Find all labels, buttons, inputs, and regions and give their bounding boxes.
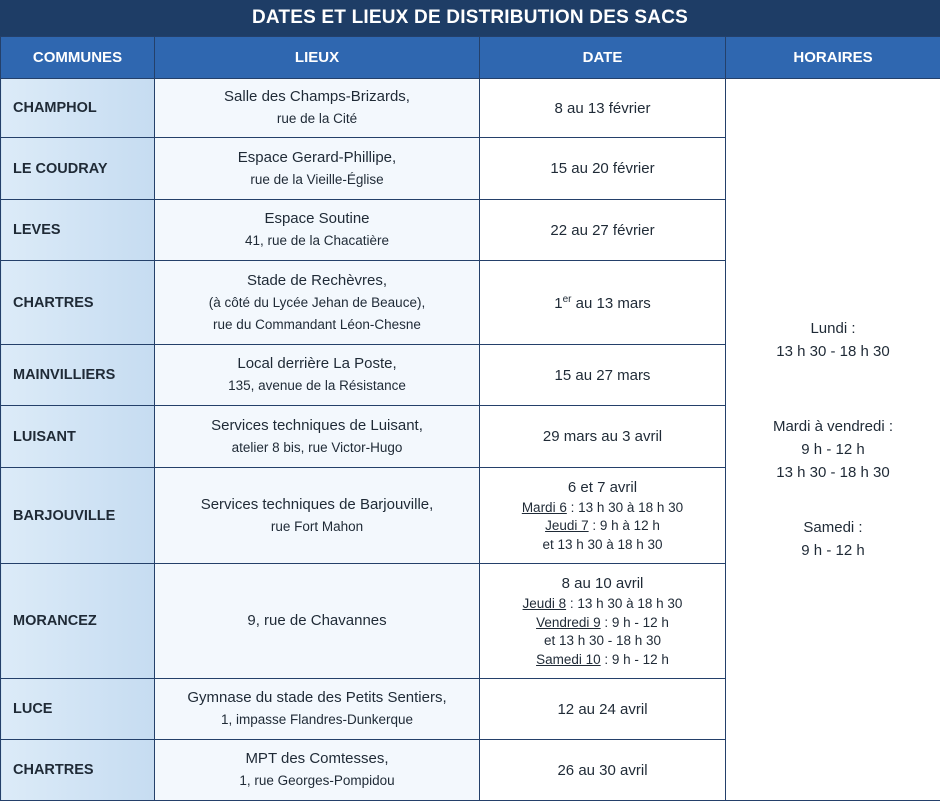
header-lieux: LIEUX: [155, 37, 480, 79]
distribution-table: [0, 36, 940, 801]
horaires-cell: [726, 79, 940, 801]
horaires-mardi-hours2: 13 h 30 - 18 h 30: [726, 461, 940, 484]
date-cell: [480, 261, 726, 345]
detail-text: : 13 h 30 à 18 h 30: [566, 596, 682, 611]
lieu-address: rue Fort Mahon: [155, 516, 479, 538]
date-cell: 8 au 13 février: [480, 79, 726, 138]
lieu-name: 9, rue de Chavannes: [155, 610, 479, 632]
page-title: DATES ET LIEUX DE DISTRIBUTION DES SACS: [0, 0, 940, 36]
commune-cell: CHARTRES: [1, 261, 155, 345]
date-suffix: au 13 mars: [572, 295, 651, 312]
date-detail: [480, 517, 725, 536]
date-detail: [480, 595, 725, 614]
date-detail: [480, 614, 725, 633]
commune-cell: LUISANT: [1, 406, 155, 468]
date-detail: [480, 536, 725, 555]
lieu-address-2: rue du Commandant Léon-Chesne: [155, 314, 479, 336]
lieu-cell: [155, 345, 480, 406]
lieu-cell: [155, 406, 480, 468]
lieu-name: MPT des Comtesses,: [155, 748, 479, 770]
lieu-address: 41, rue de la Chacatière: [155, 230, 479, 252]
commune-cell: LE COUDRAY: [1, 138, 155, 200]
detail-day: Vendredi 9: [536, 615, 601, 630]
table-header-row: [1, 37, 940, 79]
commune-cell: MORANCEZ: [1, 564, 155, 679]
horaires-lundi-label: Lundi :: [726, 317, 940, 340]
lieu-cell: [155, 679, 480, 740]
lieu-address: rue de la Cité: [155, 108, 479, 130]
date-sup: er: [563, 294, 572, 305]
lieu-address: 1, rue Georges-Pompidou: [155, 770, 479, 792]
lieu-address: 1, impasse Flandres-Dunkerque: [155, 709, 479, 731]
lieu-cell: [155, 261, 480, 345]
date-main: 6 et 7 avril: [480, 477, 725, 499]
date-cell: [480, 564, 726, 679]
commune-cell: CHARTRES: [1, 740, 155, 801]
horaires-samedi-label: Samedi :: [726, 516, 940, 539]
lieu-name: Espace Soutine: [155, 208, 479, 230]
lieu-cell: [155, 564, 480, 679]
horaires-mardi-label: Mardi à vendredi :: [726, 415, 940, 438]
lieu-name: Gymnase du stade des Petits Sentiers,: [155, 687, 479, 709]
lieu-cell: [155, 468, 480, 564]
detail-text: et 13 h 30 à 18 h 30: [542, 537, 662, 552]
date-cell: 22 au 27 février: [480, 200, 726, 261]
date-detail: [480, 632, 725, 651]
date-cell: 29 mars au 3 avril: [480, 406, 726, 468]
detail-day: Jeudi 7: [545, 518, 589, 533]
lieu-cell: [155, 200, 480, 261]
detail-text: : 9 h à 12 h: [589, 518, 660, 533]
lieu-cell: [155, 79, 480, 138]
commune-cell: LUCE: [1, 679, 155, 740]
horaires-lundi-hours: 13 h 30 - 18 h 30: [726, 340, 940, 363]
commune-cell: MAINVILLIERS: [1, 345, 155, 406]
detail-text: : 13 h 30 à 18 h 30: [567, 500, 683, 515]
detail-text: : 9 h - 12 h: [601, 652, 669, 667]
date-cell: 12 au 24 avril: [480, 679, 726, 740]
lieu-name: Services techniques de Luisant,: [155, 415, 479, 437]
detail-day: Samedi 10: [536, 652, 601, 667]
lieu-name: Salle des Champs-Brizards,: [155, 86, 479, 108]
lieu-cell: [155, 138, 480, 200]
horaires-samedi-hours: 9 h - 12 h: [726, 539, 940, 562]
date-cell: 26 au 30 avril: [480, 740, 726, 801]
table-row: [1, 79, 940, 138]
commune-cell: BARJOUVILLE: [1, 468, 155, 564]
date-detail: [480, 651, 725, 670]
date-prefix: 1: [554, 295, 562, 312]
lieu-name: Services techniques de Barjouville,: [155, 494, 479, 516]
date-cell: 15 au 27 mars: [480, 345, 726, 406]
detail-day: Mardi 6: [522, 500, 567, 515]
header-date: DATE: [480, 37, 726, 79]
date-detail: [480, 499, 725, 518]
lieu-address: 135, avenue de la Résistance: [155, 375, 479, 397]
date-cell: [480, 468, 726, 564]
lieu-name: Local derrière La Poste,: [155, 353, 479, 375]
commune-cell: LEVES: [1, 200, 155, 261]
commune-cell: CHAMPHOL: [1, 79, 155, 138]
horaires-mardi-hours1: 9 h - 12 h: [726, 438, 940, 461]
lieu-address: atelier 8 bis, rue Victor-Hugo: [155, 437, 479, 459]
date-cell: 15 au 20 février: [480, 138, 726, 200]
lieu-cell: [155, 740, 480, 801]
detail-text: et 13 h 30 - 18 h 30: [544, 633, 661, 648]
lieu-address: (à côté du Lycée Jehan de Beauce),: [155, 292, 479, 314]
header-communes: COMMUNES: [1, 37, 155, 79]
header-horaires: HORAIRES: [726, 37, 940, 79]
lieu-name: Espace Gerard-Phillipe,: [155, 147, 479, 169]
detail-text: : 9 h - 12 h: [601, 615, 669, 630]
detail-day: Jeudi 8: [523, 596, 567, 611]
lieu-name: Stade de Rechèvres,: [155, 270, 479, 292]
lieu-address: rue de la Vieille-Église: [155, 169, 479, 191]
date-main: 8 au 10 avril: [480, 573, 725, 595]
